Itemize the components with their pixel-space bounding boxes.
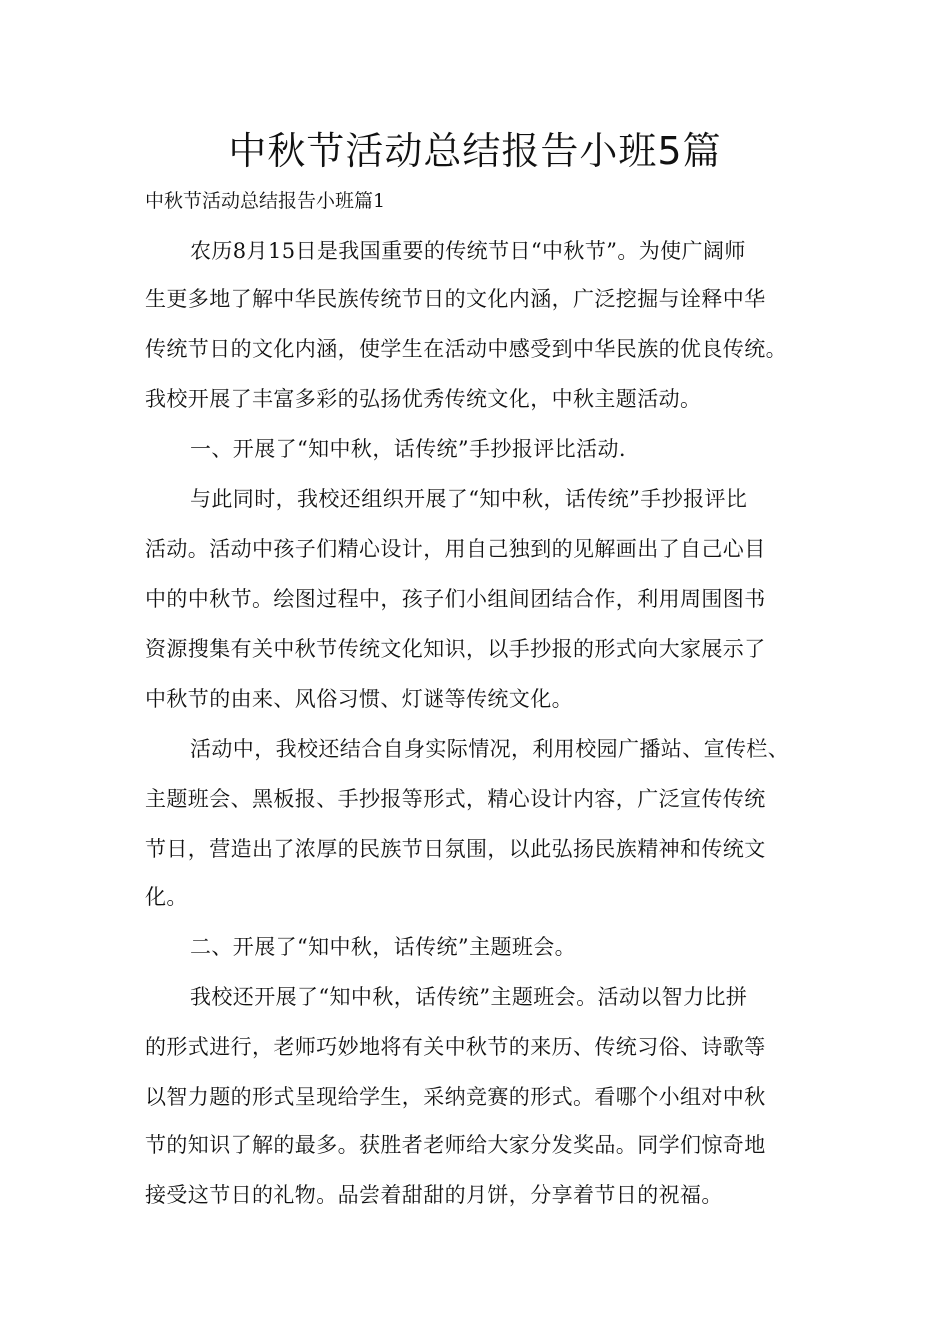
text-line: 化。 <box>145 885 188 909</box>
text-line: 二、开展了“知中秋，话传统”主题班会。 <box>190 935 577 959</box>
text-line: 中的中秋节。绘图过程中，孩子们小组间团结合作，利用周围图书 <box>145 587 766 611</box>
text-line: 主题班会、黑板报、手抄报等形式，精心设计内容，广泛宣传传统 <box>145 787 766 811</box>
text-line: 资源搜集有关中秋节传统文化知识，以手抄报的形式向大家展示了 <box>145 637 766 661</box>
text-line: 以智力题的形式呈现给学生，采纳竞赛的形式。看哪个小组对中秋 <box>145 1085 766 1109</box>
text-line: 生更多地了解中华民族传统节日的文化内涵，广泛挖掘与诠释中华 <box>145 287 766 311</box>
text-line: 节的知识了解的最多。获胜者老师给大家分发奖品。同学们惊奇地 <box>145 1133 766 1157</box>
text-line: 我校开展了丰富多彩的弘扬优秀传统文化，中秋主题活动。 <box>145 387 702 411</box>
text-line: 节日，营造出了浓厚的民族节日氛围，以此弘扬民族精神和传统文 <box>145 837 766 861</box>
text-line: 与此同时，我校还组织开展了“知中秋，话传统”手抄报评比 <box>190 487 748 511</box>
text-line: 活动。活动中孩子们精心设计，用自己独到的见解画出了自己心目 <box>145 537 766 561</box>
text-line: 我校还开展了“知中秋，话传统”主题班会。活动以智力比拼 <box>190 985 748 1009</box>
text-line: 中秋节的由来、风俗习惯、灯谜等传统文化。 <box>145 687 573 711</box>
document-title: 中秋节活动总结报告小班5篇 <box>228 129 722 173</box>
text-line: 农历8月15日是我国重要的传统节日“中秋节”。为使广阔师 <box>190 239 746 263</box>
text-line: 的形式进行，老师巧妙地将有关中秋节的来历、传统习俗、诗歌等 <box>145 1035 766 1059</box>
text-line: 活动中，我校还结合自身实际情况，利用校园广播站、宣传栏、 <box>190 737 790 761</box>
section-heading: 中秋节活动总结报告小班篇1 <box>145 190 386 212</box>
text-line: 接受这节日的礼物。品尝着甜甜的月饼，分享着节日的祝福。 <box>145 1183 723 1207</box>
text-line: 传统节日的文化内涵，使学生在活动中感受到中华民族的优良传统。 <box>145 337 787 361</box>
text-line: 一、开展了“知中秋，话传统”手抄报评比活动. <box>190 437 626 461</box>
